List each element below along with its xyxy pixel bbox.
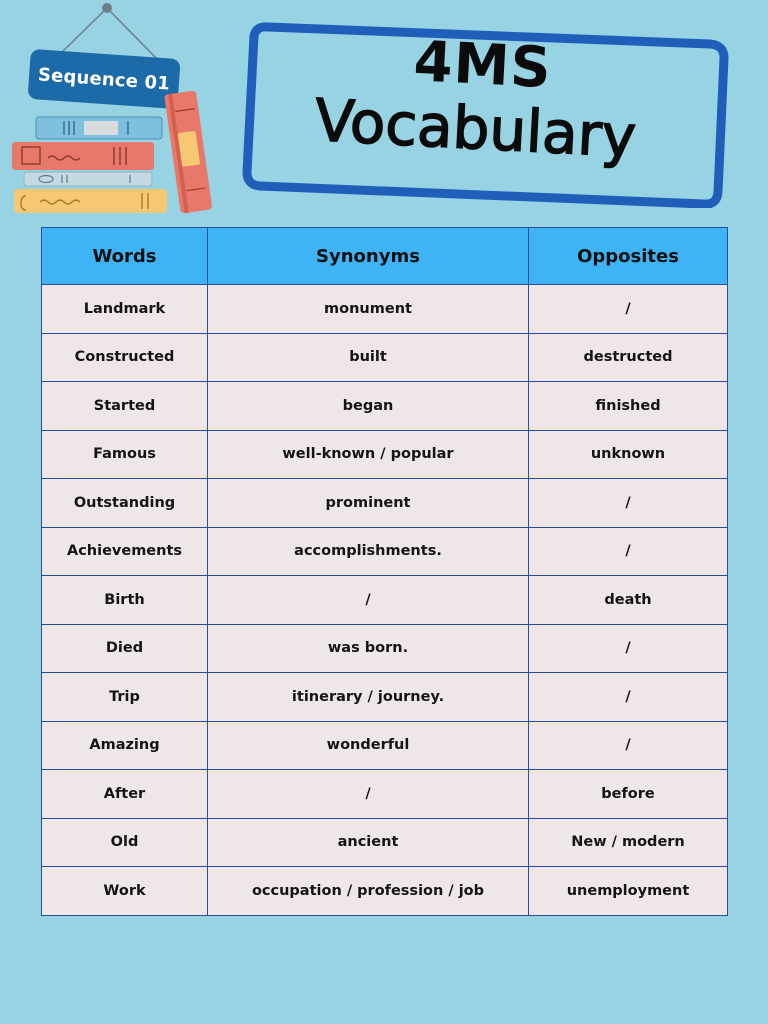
cell-opposite: / bbox=[529, 673, 728, 722]
table-row bbox=[42, 333, 728, 382]
cell-synonym: monument bbox=[208, 285, 529, 334]
cell-opposite: unknown bbox=[529, 430, 728, 479]
table-row bbox=[42, 382, 728, 431]
cell-opposite: / bbox=[529, 721, 728, 770]
cell-opposite: death bbox=[529, 576, 728, 625]
table-row bbox=[42, 624, 728, 673]
title-line1: 4MS bbox=[412, 29, 554, 102]
table-row bbox=[42, 770, 728, 819]
header-words: Words bbox=[42, 228, 208, 285]
table-header-row bbox=[42, 228, 728, 285]
table-row bbox=[42, 430, 728, 479]
table-row bbox=[42, 673, 728, 722]
cell-synonym: itinerary / journey. bbox=[208, 673, 529, 722]
cell-word: Birth bbox=[42, 576, 208, 625]
cell-word: Old bbox=[42, 818, 208, 867]
table-row bbox=[42, 527, 728, 576]
cell-opposite: destructed bbox=[529, 333, 728, 382]
table-row bbox=[42, 867, 728, 916]
cell-synonym: ancient bbox=[208, 818, 529, 867]
cell-opposite: unemployment bbox=[529, 867, 728, 916]
table-row bbox=[42, 818, 728, 867]
cell-opposite: / bbox=[529, 624, 728, 673]
table-row bbox=[42, 479, 728, 528]
cell-word: Constructed bbox=[42, 333, 208, 382]
cell-synonym: / bbox=[208, 770, 529, 819]
cell-word: After bbox=[42, 770, 208, 819]
cell-word: Died bbox=[42, 624, 208, 673]
table-row bbox=[42, 576, 728, 625]
cell-word: Famous bbox=[42, 430, 208, 479]
cell-word: Landmark bbox=[42, 285, 208, 334]
sequence-label: Sequence 01 bbox=[37, 63, 171, 95]
books-icon bbox=[0, 0, 230, 225]
table-row bbox=[42, 721, 728, 770]
cell-opposite: finished bbox=[529, 382, 728, 431]
title-line2: Vocabulary bbox=[313, 86, 638, 171]
cell-opposite: before bbox=[529, 770, 728, 819]
table-row bbox=[42, 285, 728, 334]
vocabulary-table bbox=[41, 227, 728, 916]
cell-synonym: well-known / popular bbox=[208, 430, 529, 479]
books-illustration bbox=[0, 0, 230, 225]
cell-word: Outstanding bbox=[42, 479, 208, 528]
header-synonyms: Synonyms bbox=[208, 228, 529, 285]
header-opposites: Opposites bbox=[529, 228, 728, 285]
cell-opposite: / bbox=[529, 527, 728, 576]
cell-word: Amazing bbox=[42, 721, 208, 770]
cell-synonym: built bbox=[208, 333, 529, 382]
cell-opposite: / bbox=[529, 285, 728, 334]
cell-synonym: prominent bbox=[208, 479, 529, 528]
cell-word: Started bbox=[42, 382, 208, 431]
cell-opposite: / bbox=[529, 479, 728, 528]
cell-synonym: was born. bbox=[208, 624, 529, 673]
cell-word: Work bbox=[42, 867, 208, 916]
cell-word: Trip bbox=[42, 673, 208, 722]
page-title bbox=[259, 26, 715, 169]
cell-synonym: occupation / profession / job bbox=[208, 867, 529, 916]
cell-synonym: / bbox=[208, 576, 529, 625]
cell-synonym: wonderful bbox=[208, 721, 529, 770]
cell-synonym: accomplishments. bbox=[208, 527, 529, 576]
cell-word: Achievements bbox=[42, 527, 208, 576]
cell-synonym: began bbox=[208, 382, 529, 431]
cell-opposite: New / modern bbox=[529, 818, 728, 867]
